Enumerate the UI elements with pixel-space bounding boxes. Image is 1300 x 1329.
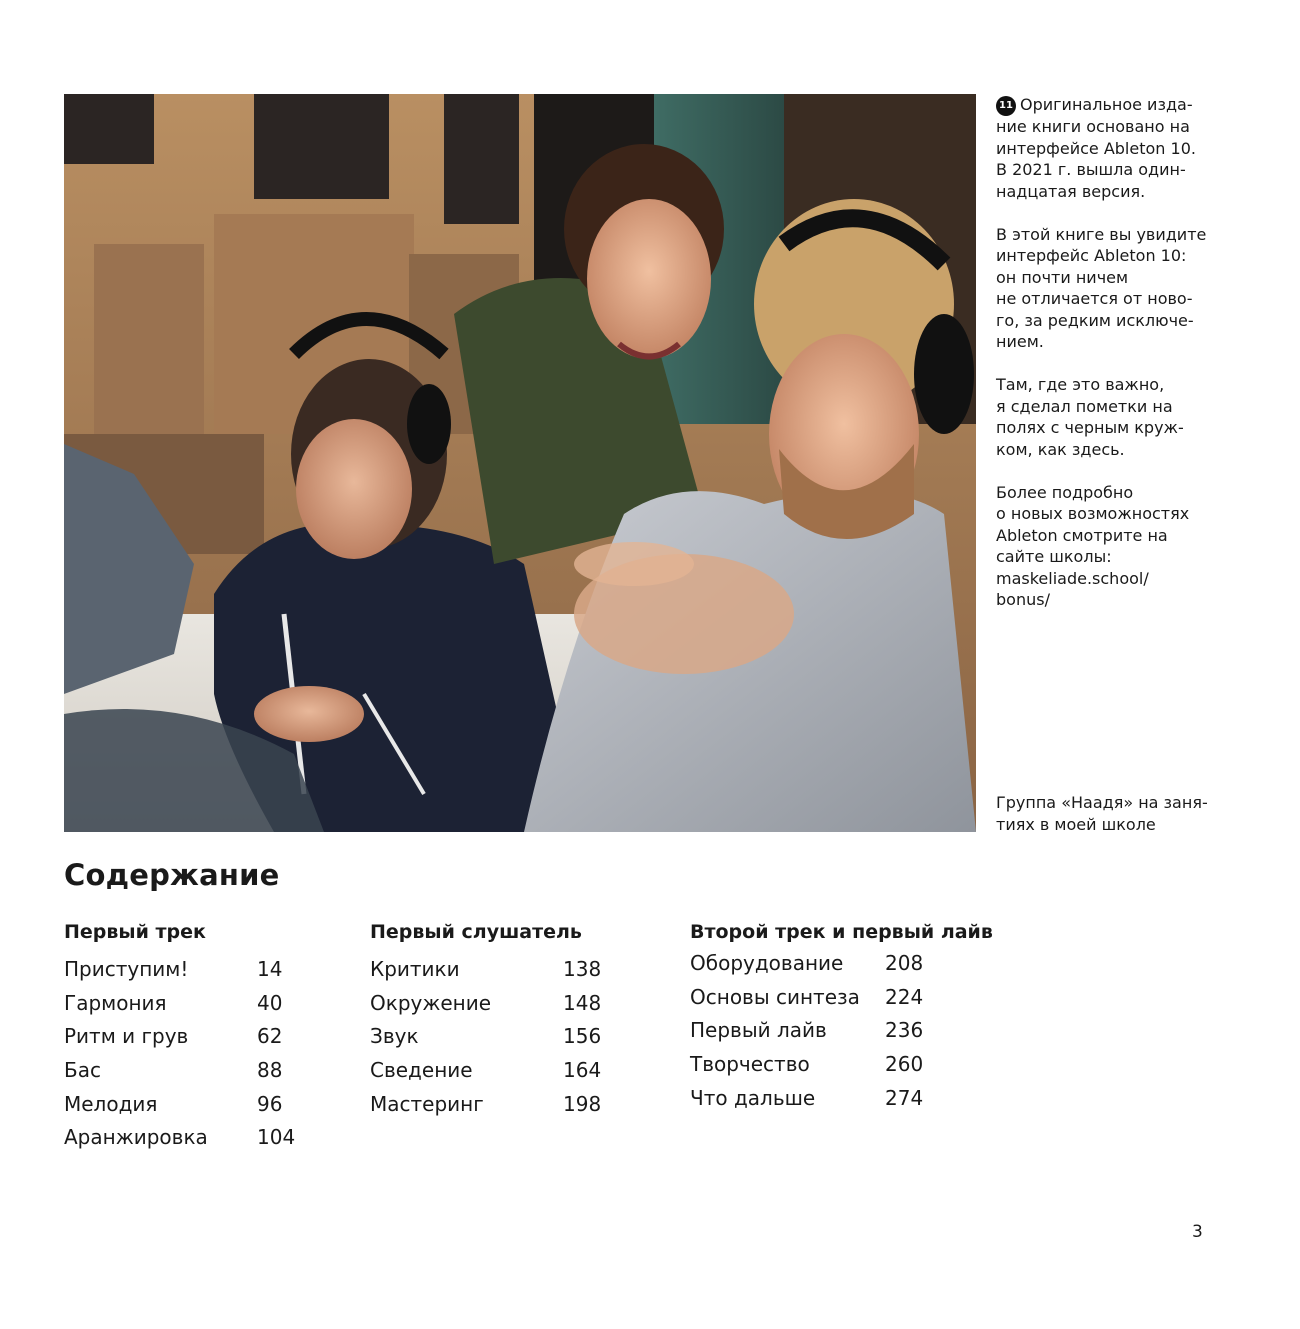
- note-number-badge: 11: [996, 96, 1016, 116]
- toc-entry[interactable]: [690, 946, 993, 980]
- photo: [64, 94, 976, 832]
- toc-section-heading: Первый слушатель: [370, 921, 582, 943]
- toc-entry-title: Творчество: [690, 1051, 810, 1076]
- margin-notes: [996, 94, 1222, 632]
- toc-title: Содержание: [64, 858, 280, 892]
- toc-entry-title: Приступим!: [64, 956, 189, 981]
- page-number: 3: [1192, 1222, 1203, 1242]
- toc-entry[interactable]: [64, 1087, 295, 1121]
- toc-entry[interactable]: [370, 952, 601, 986]
- toc-entry-title: Гармония: [64, 990, 167, 1015]
- toc-entry[interactable]: [690, 1047, 993, 1081]
- toc-entry-title: Аранжировка: [64, 1125, 208, 1150]
- toc-entry-page: 236: [885, 1018, 924, 1043]
- toc-entry[interactable]: [690, 1081, 993, 1115]
- toc-entry-page: 274: [885, 1085, 924, 1110]
- toc-entry-page: 138: [563, 956, 602, 981]
- photo-illustration: [64, 94, 976, 832]
- toc-entry-title: Звук: [370, 1024, 419, 1049]
- toc-entry-title: Окружение: [370, 990, 492, 1015]
- toc-entry-page: 148: [563, 990, 602, 1015]
- toc-entry-page: 260: [885, 1051, 924, 1076]
- toc-section-second-track: [690, 918, 993, 1114]
- toc-section-first-track: [64, 918, 295, 1154]
- toc-entry-page: 104: [257, 1125, 296, 1150]
- toc-entry[interactable]: [370, 1053, 601, 1087]
- toc-entry[interactable]: [370, 986, 601, 1020]
- toc-entry-page: 164: [563, 1057, 602, 1082]
- toc-entry[interactable]: [690, 980, 993, 1014]
- toc-entry[interactable]: [370, 1019, 601, 1053]
- toc-entry-page: 224: [885, 984, 924, 1009]
- toc-entry-title: Бас: [64, 1057, 101, 1082]
- toc-entry-title: Мелодия: [64, 1091, 158, 1116]
- toc-entry-page: 208: [885, 950, 924, 975]
- toc-entry-page: 88: [257, 1057, 283, 1082]
- toc-entry[interactable]: [64, 1120, 295, 1154]
- toc-entry-title: Первый лайв: [690, 1018, 827, 1043]
- toc-entry-title: Оборудование: [690, 950, 844, 975]
- toc-entry[interactable]: [64, 1019, 295, 1053]
- toc-entry-page: 62: [257, 1024, 283, 1049]
- toc-entry-title: Что дальше: [690, 1085, 816, 1110]
- toc-entry-page: 156: [563, 1024, 602, 1049]
- note-1-text: Оригинальное изда- ние книги основано на интерфейсе Ableton 10. В 2021 г. вышла один- надцатая версия.: [996, 95, 1196, 201]
- toc-entry-page: 14: [257, 956, 283, 981]
- toc-section-heading: Второй трек и первый лайв: [690, 921, 993, 943]
- toc-entry-page: 96: [257, 1091, 283, 1116]
- toc-entry[interactable]: [64, 1053, 295, 1087]
- toc-entry-page: 40: [257, 990, 283, 1015]
- note-3: Там, где это важно, я сделал пометки на полях с черным круж- ком, как здесь.: [996, 375, 1184, 459]
- toc-entry-page: 198: [563, 1091, 602, 1116]
- photo-caption: Группа «Наадя» на заня- тиях в моей школе: [996, 793, 1208, 834]
- toc-entry[interactable]: [370, 1087, 601, 1121]
- note-4: Более подробно о новых возможностях Ableton смотрите на сайте школы: maskeliade.school/ bonus/: [996, 482, 1190, 609]
- toc-section-heading: Первый трек: [64, 921, 206, 943]
- toc-entry-title: Мастеринг: [370, 1091, 484, 1116]
- toc-entry-title: Основы синтеза: [690, 984, 860, 1009]
- note-1: [996, 94, 1222, 202]
- note-2: В этой книге вы увидите интерфейс Ableton 10: он почти ничем не отличается от ново- го, за редким исключе- нием.: [996, 224, 1207, 351]
- toc-entry[interactable]: [690, 1013, 993, 1047]
- toc-entry-title: Сведение: [370, 1057, 473, 1082]
- toc-entry-title: Критики: [370, 956, 460, 981]
- toc-entry[interactable]: [64, 986, 295, 1020]
- toc-section-first-listener: [370, 918, 601, 1120]
- toc-entry-title: Ритм и грув: [64, 1024, 189, 1049]
- toc-entry[interactable]: [64, 952, 295, 986]
